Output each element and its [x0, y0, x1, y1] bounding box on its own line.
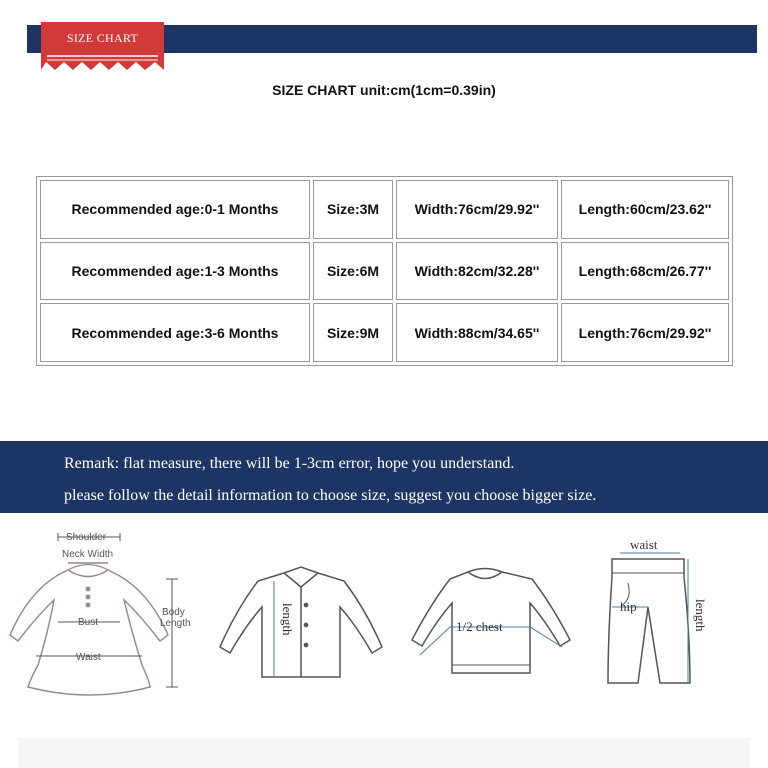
size-table [36, 176, 733, 366]
size-chart-ribbon [41, 22, 164, 72]
pants-hip-label: hip [620, 599, 637, 614]
remark-line-2: please follow the detail information to choose size, suggest you choose bigger size. [64, 487, 597, 504]
measurement-diagrams [0, 515, 768, 715]
bottom-strip [18, 738, 750, 768]
ribbon-shape [41, 22, 164, 72]
remark-line-1: Remark: flat measure, there will be 1-3cm error, hope you understand. [64, 455, 515, 472]
pants-waist-label: waist [630, 537, 658, 552]
chest-label: 1/2 chest [456, 619, 503, 634]
waist-label: Waist [76, 652, 101, 663]
length-cell: Length:76cm/29.92'' [561, 303, 729, 362]
pants-diagram [608, 559, 690, 683]
length-cell: Length:60cm/23.62'' [561, 180, 729, 239]
size-cell: Size:6M [313, 242, 393, 301]
bust-label: Bust [78, 617, 99, 628]
width-cell: Width:82cm/32.28'' [396, 242, 558, 301]
table-row [40, 242, 729, 301]
size-cell: Size:9M [313, 303, 393, 362]
table-row [40, 180, 729, 239]
pants-length-label: length [693, 599, 708, 632]
neck-width-label: Neck Width [62, 549, 114, 560]
shoulder-label: Shoulder [66, 532, 107, 543]
width-cell: Width:76cm/29.92'' [396, 180, 558, 239]
length-label: Length [160, 618, 191, 629]
chart-caption: SIZE CHART unit:cm(1cm=0.39in) [272, 82, 496, 98]
width-cell: Width:88cm/34.65'' [396, 303, 558, 362]
age-cell: Recommended age:1-3 Months [40, 242, 310, 301]
age-cell: Recommended age:3-6 Months [40, 303, 310, 362]
dress-diagram [10, 565, 168, 696]
shirt-length-label: length [280, 603, 295, 636]
shirt-diagram [220, 567, 382, 677]
size-cell: Size:3M [313, 180, 393, 239]
table-row [40, 303, 729, 362]
body-label: Body [162, 607, 185, 618]
ribbon-label: SIZE CHART [66, 31, 139, 45]
age-cell: Recommended age:0-1 Months [40, 180, 310, 239]
length-cell: Length:68cm/26.77'' [561, 242, 729, 301]
